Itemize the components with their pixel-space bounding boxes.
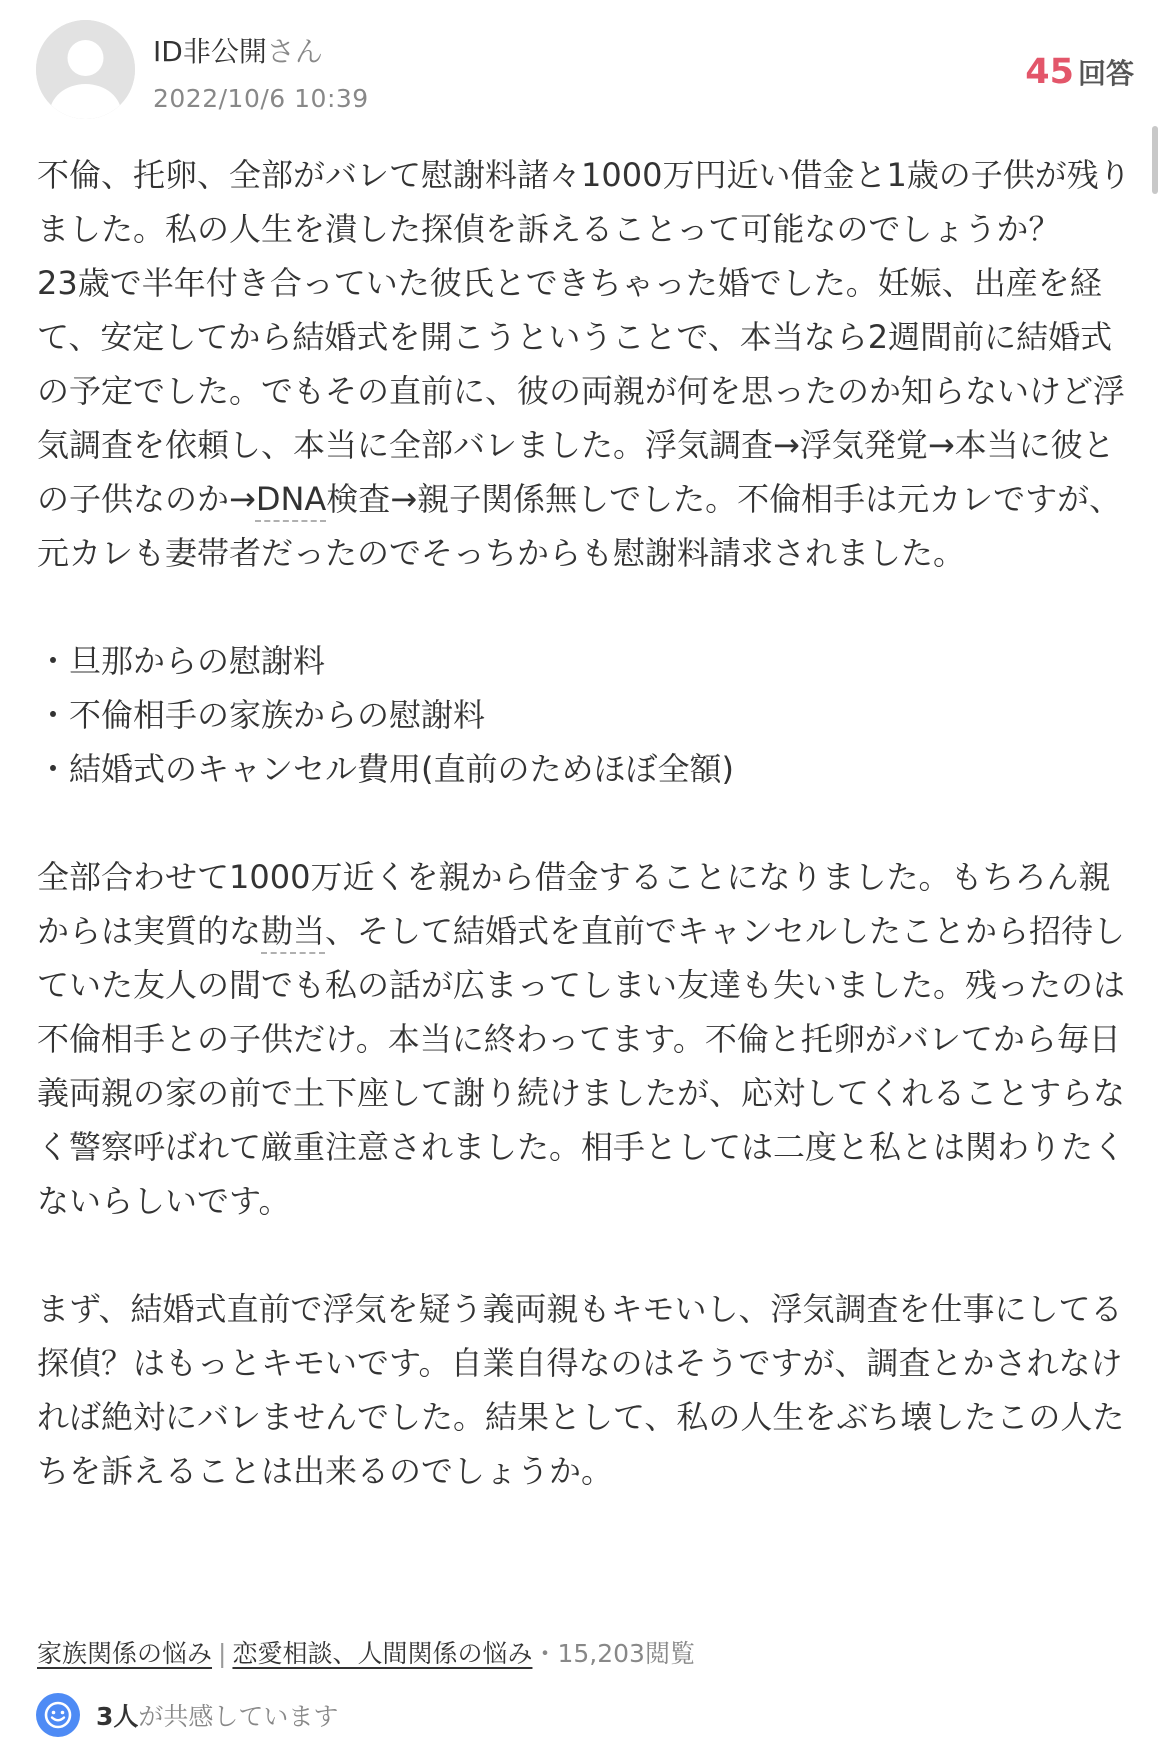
bullet-item: ・不倫相手の家族からの慰謝料 bbox=[37, 696, 486, 734]
paragraph-gap bbox=[37, 796, 1137, 850]
answers-label: 回答 bbox=[1077, 57, 1134, 90]
category-separator: | bbox=[218, 1639, 227, 1668]
view-count: ・15,203閲覧 bbox=[532, 1639, 695, 1668]
question-paragraph bbox=[37, 256, 1137, 580]
dna-term-link[interactable]: DNA bbox=[255, 480, 327, 518]
bullet-item: ・結婚式のキャンセル費用(直前のためほぼ全額) bbox=[37, 750, 734, 788]
empathy-bar bbox=[36, 1692, 338, 1738]
question-paragraph: まず、結婚式直前で浮気を疑う義両親もキモいし、浮気調査を仕事にしてる探偵？はもっとキモいです。自業自得なのはそうですが、調査とかされなければ絶対にバレませんでした。結果として、私の人生をぶち壊したこの人たちを訴えることは出来るのでしょうか。 bbox=[37, 1290, 1125, 1490]
paragraph-gap bbox=[37, 1228, 1137, 1282]
question-text: 全部合わせて1000万近くを親から借金することになりました。もちろん親からは実質的な bbox=[37, 858, 1111, 950]
user-placeholder-icon bbox=[36, 20, 135, 119]
category-link-family[interactable]: 家族関係の悩み bbox=[37, 1639, 213, 1668]
question-body bbox=[37, 148, 1137, 1498]
kandou-term-link[interactable]: 勘当 bbox=[261, 912, 326, 950]
empathy-text bbox=[96, 1697, 338, 1733]
answers-count: 45 bbox=[1025, 52, 1074, 92]
paragraph-gap bbox=[37, 580, 1137, 634]
avatar[interactable] bbox=[36, 20, 135, 119]
category-link-love[interactable]: 恋愛相談、人間関係の悩み bbox=[232, 1639, 533, 1668]
scrollbar[interactable] bbox=[1152, 126, 1158, 194]
bullet-item: ・旦那からの慰謝料 bbox=[37, 642, 326, 680]
empathy-count: 3人 bbox=[96, 1702, 139, 1731]
question-paragraph bbox=[37, 850, 1137, 1228]
smile-icon[interactable] bbox=[36, 1693, 80, 1737]
post-header bbox=[0, 0, 1170, 130]
question-title: 不倫、托卵、全部がバレて慰謝料諸々1000万円近い借金と1歳の子供が残りました。私の人生を潰した探偵を訴えることって可能なのでしょうか？ bbox=[37, 156, 1131, 248]
question-text: 23歳で半年付き合っていた彼氏とできちゃった婚でした。妊娠、出産を経て、安定してから結婚式を開こうということで、本当なら2週間前に結婚式の予定でした。でもその直前に、彼の両親が何を思ったのか知らないけど浮気調査を依頼し、本当に全部バレました。浮気調査→浮気発覚→本当に彼との子供なのか→ bbox=[37, 264, 1126, 518]
category-tags bbox=[37, 1634, 695, 1670]
question-text: 、そして結婚式を直前でキャンセルしたことから招待していた友人の間でも私の話が広まってしまい友達も失いました。残ったのは不倫相手との子供だけ。本当に終わってます。不倫と托卵がバレてから毎日義両親の家の前で土下座して謝り続けましたが、応対してくれることすらなく警察呼ばれて厳重注意されました。相手としては二度と私とは関わりたくないらしいです。 bbox=[37, 912, 1126, 1220]
user-id-label: ID非公開 bbox=[153, 35, 267, 68]
empathy-label: が共感しています bbox=[138, 1702, 339, 1731]
user-suffix: さん bbox=[266, 35, 323, 68]
question-text: 検査→親子関係無しでした。不倫相手は元カレですが、元カレも妻帯者だったのでそっちからも慰謝料請求されました。 bbox=[37, 480, 1122, 572]
user-name[interactable] bbox=[153, 30, 323, 70]
answers-count-link[interactable] bbox=[1025, 52, 1134, 92]
post-date: 2022/10/6 10:39 bbox=[153, 84, 369, 113]
